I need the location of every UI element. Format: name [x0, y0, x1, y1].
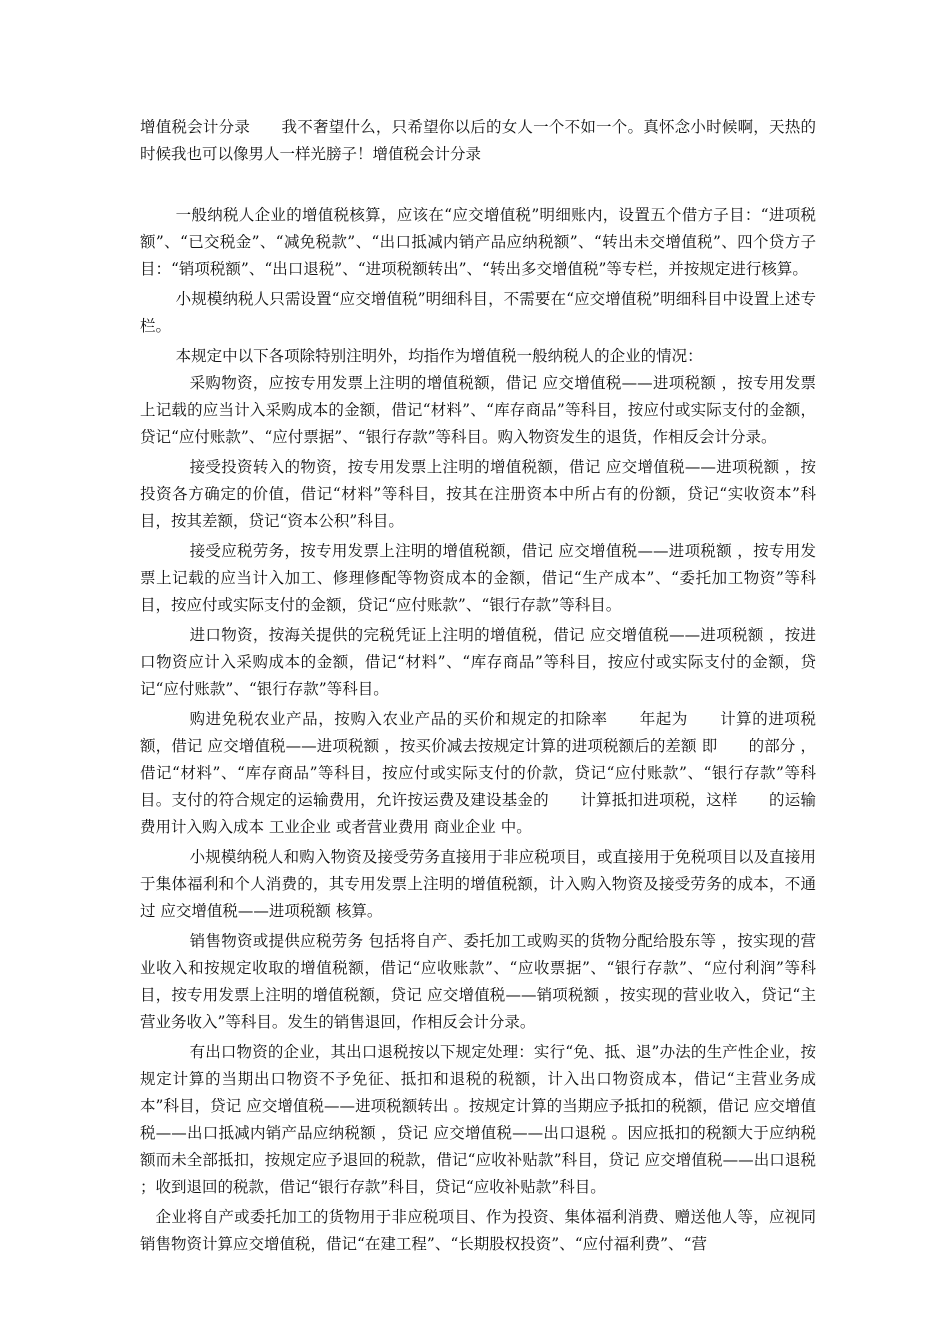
paragraph-sales: 销售物资或提供应税劳务 包括将自产、委托加工或购买的货物分配给股东等 ，按实现的营业收入和按规定收取的增值税额，借记“应收账款”、“应收票据”、“银行存款”、“应付利润”等科目，按专用发票上注明的增值税额，贷记 应交增值税——销项税额 ，按实现的营业收入，贷记“主营业务收入”等科目。发生的销售退回，作相反会计分录。	[140, 932, 816, 1031]
document-body	[140, 114, 816, 1258]
paragraph-imported-materials: 进口物资，按海关提供的完税凭证上注明的增值税，借记 应交增值税——进项税额 ，按进口物资应计入采购成本的金额，借记“材料”、“库存商品”等科目，按应付或实际支付的金额，贷记“应付账款”、“银行存款”等科目。	[140, 626, 816, 698]
paragraph-purchase-materials: 采购物资，应按专用发票上注明的增值税额，借记 应交增值税——进项税额 ，按专用发票上记载的应当计入采购成本的金额，借记“材料”、“库存商品”等科目，按应付或实际支付的金额，贷记“应付账款”、“应付票据”、“银行存款”等科目。购入物资发生的退货，作相反会计分录。	[140, 374, 816, 446]
paragraph-non-taxable-use: 小规模纳税人和购入物资及接受劳务直接用于非应税项目，或直接用于免税项目以及直接用于集体福利和个人消费的，其专用发票上注明的增值税额，计入购入物资及接受劳务的成本，不通过 应交增值税——进项税额 核算。	[140, 848, 816, 920]
paragraph-small-scale-taxpayer: 小规模纳税人只需设置“应交增值税”明细科目，不需要在“应交增值税”明细科目中设置上述专栏。	[140, 290, 816, 335]
paragraph-general-taxpayer: 一般纳税人企业的增值税核算，应该在“应交增值税”明细账内，设置五个借方子目：“进项税额”、“已交税金”、“减免税款”、“出口抵减内销产品应纳税额”、“转出未交增值税”、四个贷方子目：“销项税额”、“出口退税”、“进项税额转出”、“转出多交增值税”等专栏，并按规定进行核算。	[140, 206, 816, 278]
paragraph-taxable-services: 接受应税劳务，按专用发票上注明的增值税额，借记 应交增值税——进项税额 ，按专用发票上记载的应当计入加工、修理修配等物资成本的金额，借记“生产成本”、“委托加工物资”等科目，按应付或实际支付的金额，贷记“应付账款”、“银行存款”等科目。	[140, 542, 816, 614]
paragraph-agricultural-products: 购进免税农业产品，按购入农业产品的买价和规定的扣除率 年起为 计算的进项税额，借记 应交增值税——进项税额 ，按买价减去按规定计算的进项税额后的差额 即 的部分 ，借记“材料”、“库存商品”等科目，按应付或实际支付的价款，贷记“应付账款”、“银行存款”等科目。支付的符合规定的运输费用，允许按运费及建设基金的 计算抵扣进项税，这样 的运输费用计入购入成本 工业企业 或者营业费用 商业企业 中。	[140, 710, 816, 836]
paragraph-scope-note: 本规定中以下各项除特别注明外，均指作为增值税一般纳税人的企业的情况：	[175, 347, 703, 365]
document-header: 增值税会计分录 我不奢望什么，只希望你以后的女人一个不如一个。真怀念小时候啊，天热的时候我也可以像男人一样光膀子！增值税会计分录	[140, 118, 816, 163]
paragraph-deemed-sales: 企业将自产或委托加工的货物用于非应税项目、作为投资、集体福利消费、赠送他人等，应视同销售物资计算应交增值税，借记“在建工程”、“长期股权投资”、“应付福利费”、“营	[140, 1208, 816, 1253]
paragraph-export-refund: 有出口物资的企业，其出口退税按以下规定处理：实行“免、抵、退”办法的生产性企业，按规定计算的当期出口物资不予免征、抵扣和退税的税额，计入出口物资成本，借记“主营业务成本”科目，贷记 应交增值税——进项税额转出 。按规定计算的当期应予抵扣的税额，借记 应交增值税——出口抵减内销产品应纳税额 ，贷记 应交增值税——出口退税 。因应抵扣的税额大于应纳税额而未全部抵扣，按规定应予退回的税款，借记“应收补贴款”科目，贷记 应交增值税——出口退税 ；收到退回的税款，借记“银行存款”科目，贷记“应收补贴款”科目。	[140, 1043, 816, 1196]
paragraph-investment-materials: 接受投资转入的物资，按专用发票上注明的增值税额，借记 应交增值税——进项税额 ，按投资各方确定的价值，借记“材料”等科目，按其在注册资本中所占有的份额，贷记“实收资本”科目，按其差额，贷记“资本公积”科目。	[140, 458, 816, 530]
